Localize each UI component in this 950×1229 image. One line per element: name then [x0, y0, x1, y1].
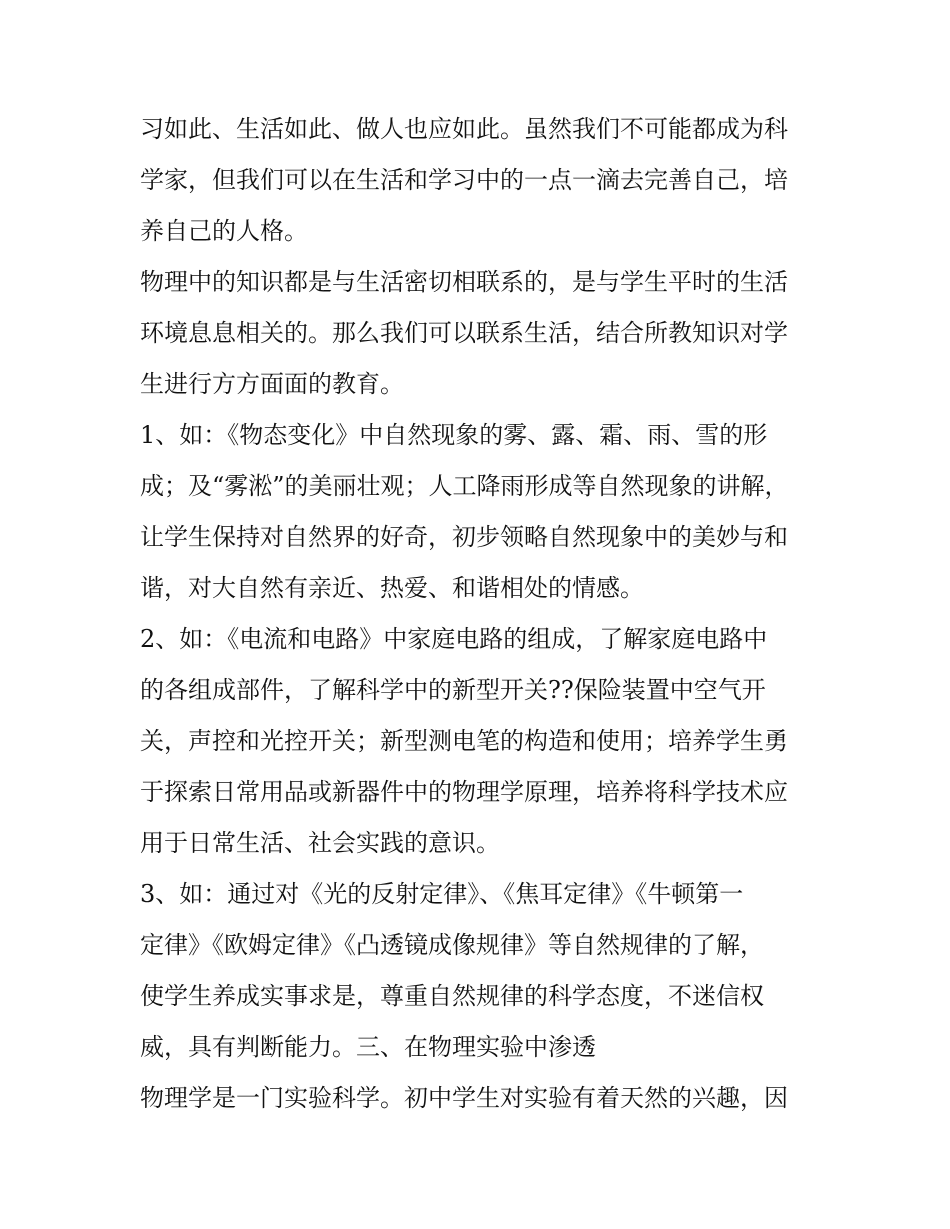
text-line: 物理中的知识都是与生活密切相联系的，是与学生平时的生活: [140, 268, 788, 296]
text-line: 用于日常生活、社会实践的意识。: [140, 829, 500, 857]
text-line: 定律》《欧姆定律》《凸透镜成像规律》等自然规律的了解，: [140, 931, 764, 959]
text-line: 物理学是一门实验科学。初中学生对实验有着天然的兴趣，因: [140, 1084, 788, 1112]
text-line: 习如此、生活如此、做人也应如此。虽然我们不可能都成为科: [140, 115, 788, 143]
text-line: 于探索日常用品或新器件中的物理学原理，培养将科学技术应: [140, 778, 788, 806]
text-line: 养自己的人格。: [140, 217, 308, 245]
text-line: 3、如：通过对《光的反射定律》、《焦耳定律》《牛顿第一: [140, 880, 744, 908]
text-line: 谐，对大自然有亲近、热爱、和谐相处的情感。: [140, 574, 644, 602]
text-line: 的各组成部件，了解科学中的新型开关??保险装置中空气开: [140, 676, 766, 704]
text-line: 让学生保持对自然界的好奇，初步领略自然现象中的美妙与和: [140, 523, 788, 551]
text-line: 成；及“雾淞”的美丽壮观；人工降雨形成等自然现象的讲解，: [140, 472, 789, 500]
text-line: 环境息息相关的。那么我们可以联系生活，结合所教知识对学: [140, 319, 788, 347]
text-line: 关，声控和光控开关；新型测电笔的构造和使用；培养学生勇: [140, 727, 788, 755]
text-line: 1、如：《物态变化》中自然现象的雾、露、霜、雨、雪的形: [140, 421, 768, 449]
text-line: 2、如：《电流和电路》中家庭电路的组成，了解家庭电路中: [140, 625, 768, 653]
text-line: 威，具有判断能力。三、在物理实验中渗透: [140, 1033, 596, 1061]
document-body: [140, 104, 812, 1124]
text-line: 使学生养成实事求是，尊重自然规律的科学态度，不迷信权: [140, 982, 764, 1010]
text-line: 学家，但我们可以在生活和学习中的一点一滴去完善自己，培: [140, 166, 788, 194]
text-line: 生进行方方面面的教育。: [140, 370, 404, 398]
